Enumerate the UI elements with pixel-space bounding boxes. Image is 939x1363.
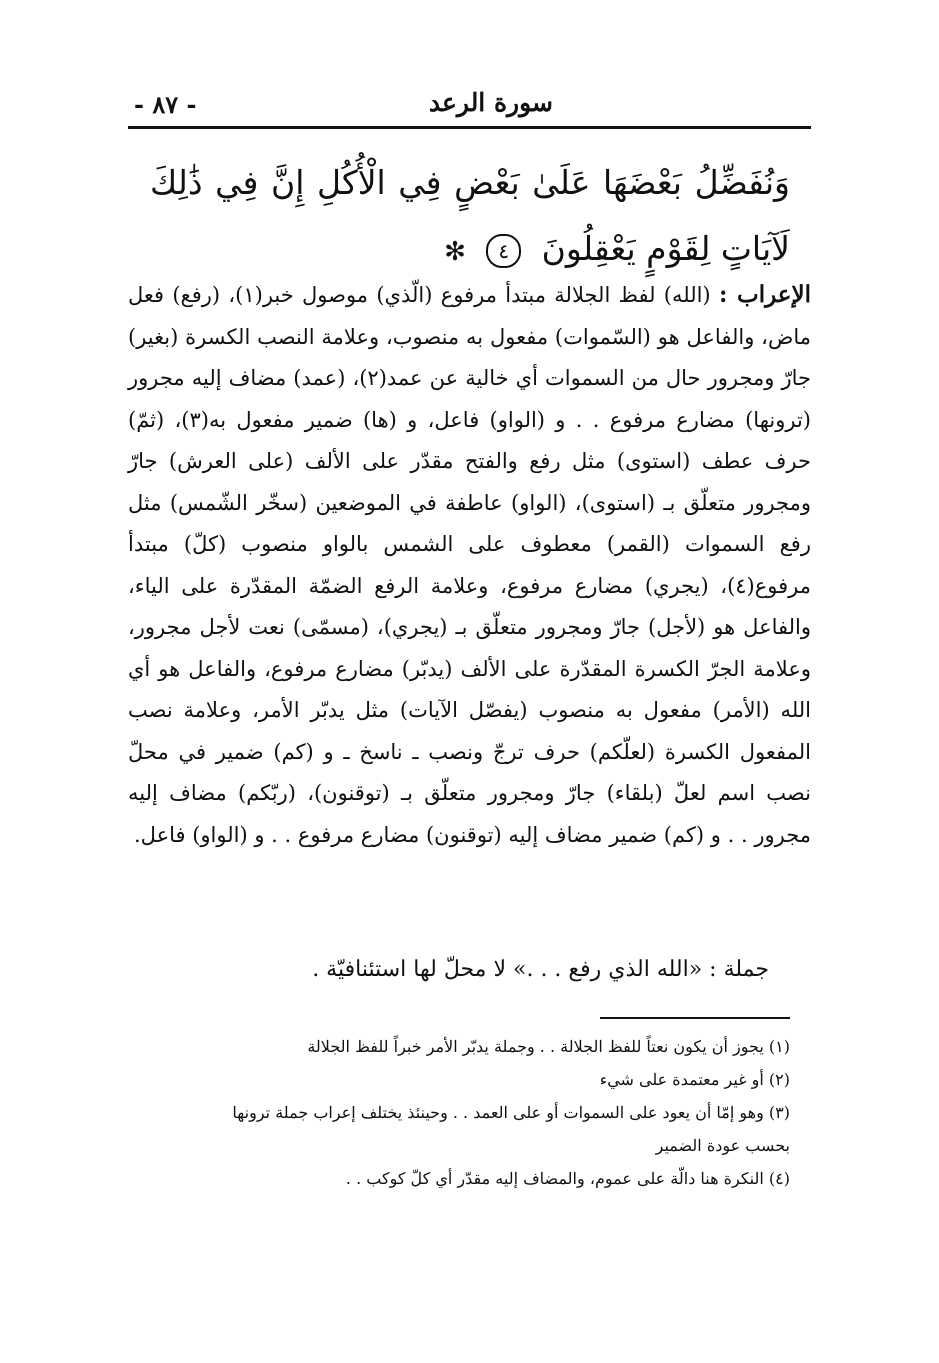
ayah-number-mark: ٤ xyxy=(486,234,521,268)
irab-paragraph xyxy=(128,274,811,856)
header-divider xyxy=(128,126,811,129)
jumla-line: جملة : «الله الذي رفع . . .» لا محلّ لها استئنافيّة . xyxy=(312,957,769,982)
irab-text: (الله) لفظ الجلالة مبتدأ مرفوع (الّذي) موصول خبر(١)، (رفع) فعل ماض، والفاعل هو (السّموات) مفعول به منصوب، وعلامة النصب الكسرة (بغير) جارّ ومجرور حال من السموات أي خالية عن عمد(٢)، (عمد) مضاف إليه مجرور (ترونها) مضارع مرفوع . . و (الواو) فاعل، و (ها) ضمير مفعول به(٣)، (ثمّ) حرف عطف (استوى) مثل رفع والفتح مقدّر على الألف (على العرش) جارّ ومجرور متعلّق بـ (استوى)، (الواو) عاطفة في الموضعين (سخّر الشّمس) مثل رفع السموات (القمر) معطوف على الشمس بالواو منصوب (كلّ) مبتدأ مرفوع(٤)، (يجري) مضارع مرفوع، وعلامة الرفع الضمّة المقدّرة على الياء، والفاعل هو (لأجل) جارّ ومجرور متعلّق بـ (يجري)، (مسمّى) نعت لأجل مجرور، وعلامة الجرّ الكسرة المقدّرة على الألف (يدبّر) مضارع مرفوع، والفاعل هو أي الله (الأمر) مفعول به منصوب (يفصّل الآيات) مثل يدبّر الأمر، وعلامة نصب المفعول الكسرة (لعلّكم) حرف ترجّ ونصب ـ ناسخ ـ و (كم) ضمير في محلّ نصب اسم لعلّ (بلقاء) جارّ ومجرور متعلّق بـ (توقنون)، (ربّكم) مضاف إليه مجرور . . و (كم) ضمير مضاف إليه (توقنون) مضارع مرفوع . . و (الواو) فاعل. xyxy=(128,283,811,847)
verse-text: وَنُفَضِّلُ بَعْضَهَا عَلَىٰ بَعْضٍ فِي الْأُكُلِ إِنَّ فِي ذَٰلِكَ لَآيَاتٍ لِقَوْمٍ يَعْقِلُونَ xyxy=(150,163,790,268)
footnote-2: (٢) أو غير معتمدة على شيء xyxy=(599,1070,790,1089)
star-icon: ✻ xyxy=(444,237,466,267)
quran-verse xyxy=(150,150,790,285)
footnote-1: (١) يجوز أن يكون نعتاً للفظ الجلالة . . وجملة يدبّر الأمر خبراً للفظ الجلالة xyxy=(307,1037,790,1056)
footnote-4: (٤) النكرة هنا دالّة على عموم، والمضاف إليه مقدّر أي كلّ كوكب . . xyxy=(345,1169,790,1188)
surah-title: سورة الرعد xyxy=(428,88,553,117)
footnote-divider xyxy=(600,1017,790,1019)
page-number: - ٨٧ - xyxy=(134,90,197,119)
footnote-3: (٣) وهو إمّا أن يعود على السموات أو على العمد . . وحينئذ يختلف إعراب جملة ترونها xyxy=(232,1103,790,1122)
page-header xyxy=(128,88,811,124)
footnote-3-continued: بحسب عودة الضمير xyxy=(655,1136,790,1155)
irab-label: الإعراب : xyxy=(718,281,812,308)
footnotes xyxy=(150,1030,790,1195)
